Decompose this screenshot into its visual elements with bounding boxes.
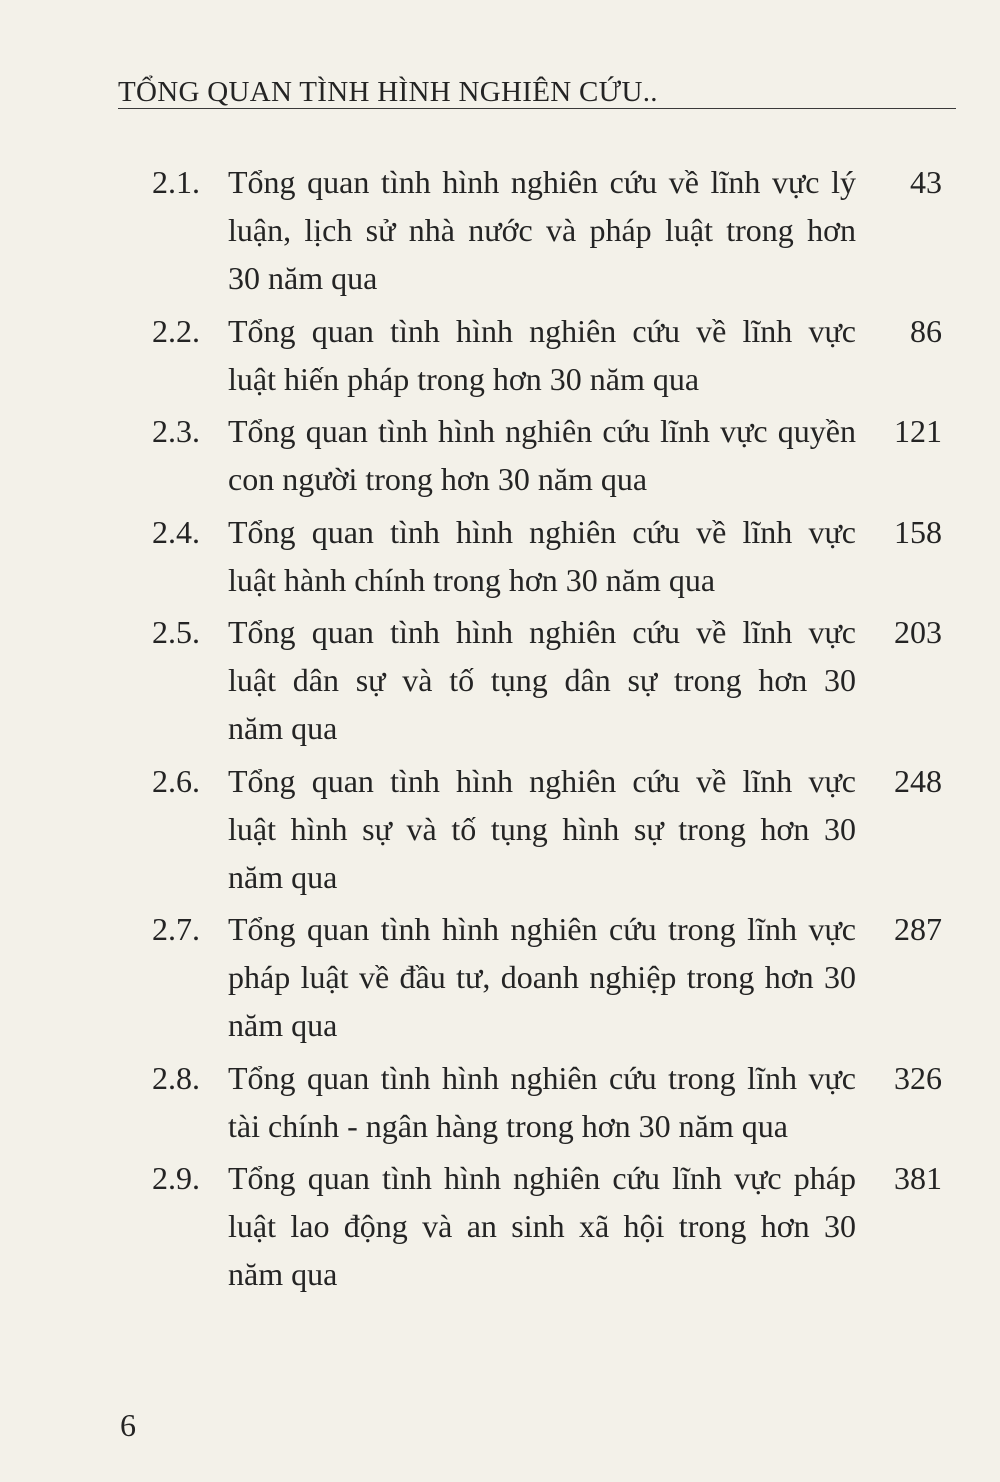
toc-entry-number: 2.4. bbox=[152, 513, 200, 550]
toc-entry-2-4 bbox=[152, 508, 942, 604]
toc-entry-title bbox=[228, 1154, 856, 1298]
toc-entry-title-line: luật hành chính trong hơn 30 năm qua bbox=[228, 561, 716, 598]
toc-entry-title bbox=[228, 508, 856, 604]
toc-entry-title-line: Tổng quan tình hình nghiên cứu về lĩnh vực bbox=[228, 312, 856, 349]
toc-entry-title-line: con người trong hơn 30 năm qua bbox=[228, 461, 648, 497]
toc-entry-title-line: Tổng quan tình hình nghiên cứu trong lĩnh vực bbox=[228, 1059, 856, 1096]
toc-entry-number: 2.7. bbox=[152, 911, 200, 947]
toc-entry-2-5 bbox=[152, 608, 942, 752]
toc-entry-title bbox=[228, 905, 856, 1049]
toc-entry-title-line: Tổng quan tình hình nghiên cứu lĩnh vực pháp bbox=[228, 1160, 856, 1196]
toc-entry-2-9 bbox=[152, 1154, 942, 1298]
table-of-contents bbox=[152, 158, 942, 1303]
toc-entry-page-number: 43 bbox=[910, 164, 942, 200]
toc-entry-title-line: luật dân sự và tố tụng dân sự trong hơn 30 bbox=[228, 662, 856, 698]
toc-entry-title-line: Tổng quan tình hình nghiên cứu về lĩnh vực bbox=[228, 762, 856, 799]
toc-entry-title-line: Tổng quan tình hình nghiên cứu về lĩnh vực lý bbox=[228, 164, 856, 200]
toc-entry-number: 2.5. bbox=[152, 614, 200, 650]
toc-entry-title-line: luật hiến pháp trong hơn 30 năm qua bbox=[228, 360, 700, 397]
toc-entry-page-number: 287 bbox=[894, 911, 942, 947]
running-header-title: TỔNG QUAN TÌNH HÌNH NGHIÊN CỨU.. bbox=[118, 76, 658, 108]
toc-entry-page-number: 203 bbox=[894, 614, 942, 650]
toc-entry-title bbox=[228, 1054, 856, 1150]
toc-entry-2-8 bbox=[152, 1054, 942, 1150]
toc-entry-title-line: luật hình sự và tố tụng hình sự trong hơn 30 bbox=[228, 810, 856, 847]
toc-entry-page-number: 158 bbox=[894, 513, 942, 550]
toc-entry-title-line: Tổng quan tình hình nghiên cứu về lĩnh vực bbox=[228, 513, 856, 550]
toc-entry-title-line: năm qua bbox=[228, 1256, 338, 1292]
toc-entry-title bbox=[228, 757, 856, 901]
toc-entry-page-number: 121 bbox=[894, 413, 942, 449]
toc-entry-title-line: luật lao động và an sinh xã hội trong hơn 30 bbox=[228, 1208, 856, 1244]
toc-entry-number: 2.6. bbox=[152, 762, 200, 799]
toc-entry-2-6 bbox=[152, 757, 942, 901]
toc-entry-number: 2.1. bbox=[152, 164, 200, 200]
toc-entry-title bbox=[228, 307, 856, 403]
toc-entry-title-line: năm qua bbox=[228, 710, 338, 746]
page-number: 6 bbox=[120, 1407, 136, 1443]
toc-entry-number: 2.8. bbox=[152, 1059, 200, 1096]
toc-entry-title-line: luận, lịch sử nhà nước và pháp luật trong hơn bbox=[228, 212, 856, 248]
toc-entry-number: 2.2. bbox=[152, 312, 200, 349]
toc-entry-title bbox=[228, 608, 856, 752]
toc-entry-2-3 bbox=[152, 407, 942, 503]
toc-entry-title-line: 30 năm qua bbox=[228, 260, 378, 296]
toc-entry-page-number: 326 bbox=[894, 1059, 942, 1096]
header-rule bbox=[118, 108, 956, 109]
toc-entry-title-line: tài chính - ngân hàng trong hơn 30 năm qua bbox=[228, 1107, 788, 1144]
toc-entry-title-line: Tổng quan tình hình nghiên cứu trong lĩnh vực bbox=[228, 911, 856, 947]
toc-entry-title-line: Tổng quan tình hình nghiên cứu lĩnh vực quyền bbox=[228, 413, 856, 449]
toc-entry-title-line: năm qua bbox=[228, 1007, 338, 1043]
toc-entry-title-line: năm qua bbox=[228, 858, 338, 895]
toc-entry-title bbox=[228, 158, 856, 302]
toc-entry-page-number: 248 bbox=[894, 762, 942, 799]
toc-entry-title-line: Tổng quan tình hình nghiên cứu về lĩnh vực bbox=[228, 614, 856, 650]
toc-entry-title-line: pháp luật về đầu tư, doanh nghiệp trong hơn 30 bbox=[228, 959, 856, 995]
toc-entry-number: 2.3. bbox=[152, 413, 200, 449]
toc-entry-2-7 bbox=[152, 905, 942, 1049]
toc-entry-page-number: 86 bbox=[910, 312, 942, 349]
toc-entry-2-1 bbox=[152, 158, 942, 302]
toc-entry-2-2 bbox=[152, 307, 942, 403]
toc-entry-title bbox=[228, 407, 856, 503]
toc-entry-page-number: 381 bbox=[894, 1160, 942, 1196]
toc-entry-number: 2.9. bbox=[152, 1160, 200, 1196]
